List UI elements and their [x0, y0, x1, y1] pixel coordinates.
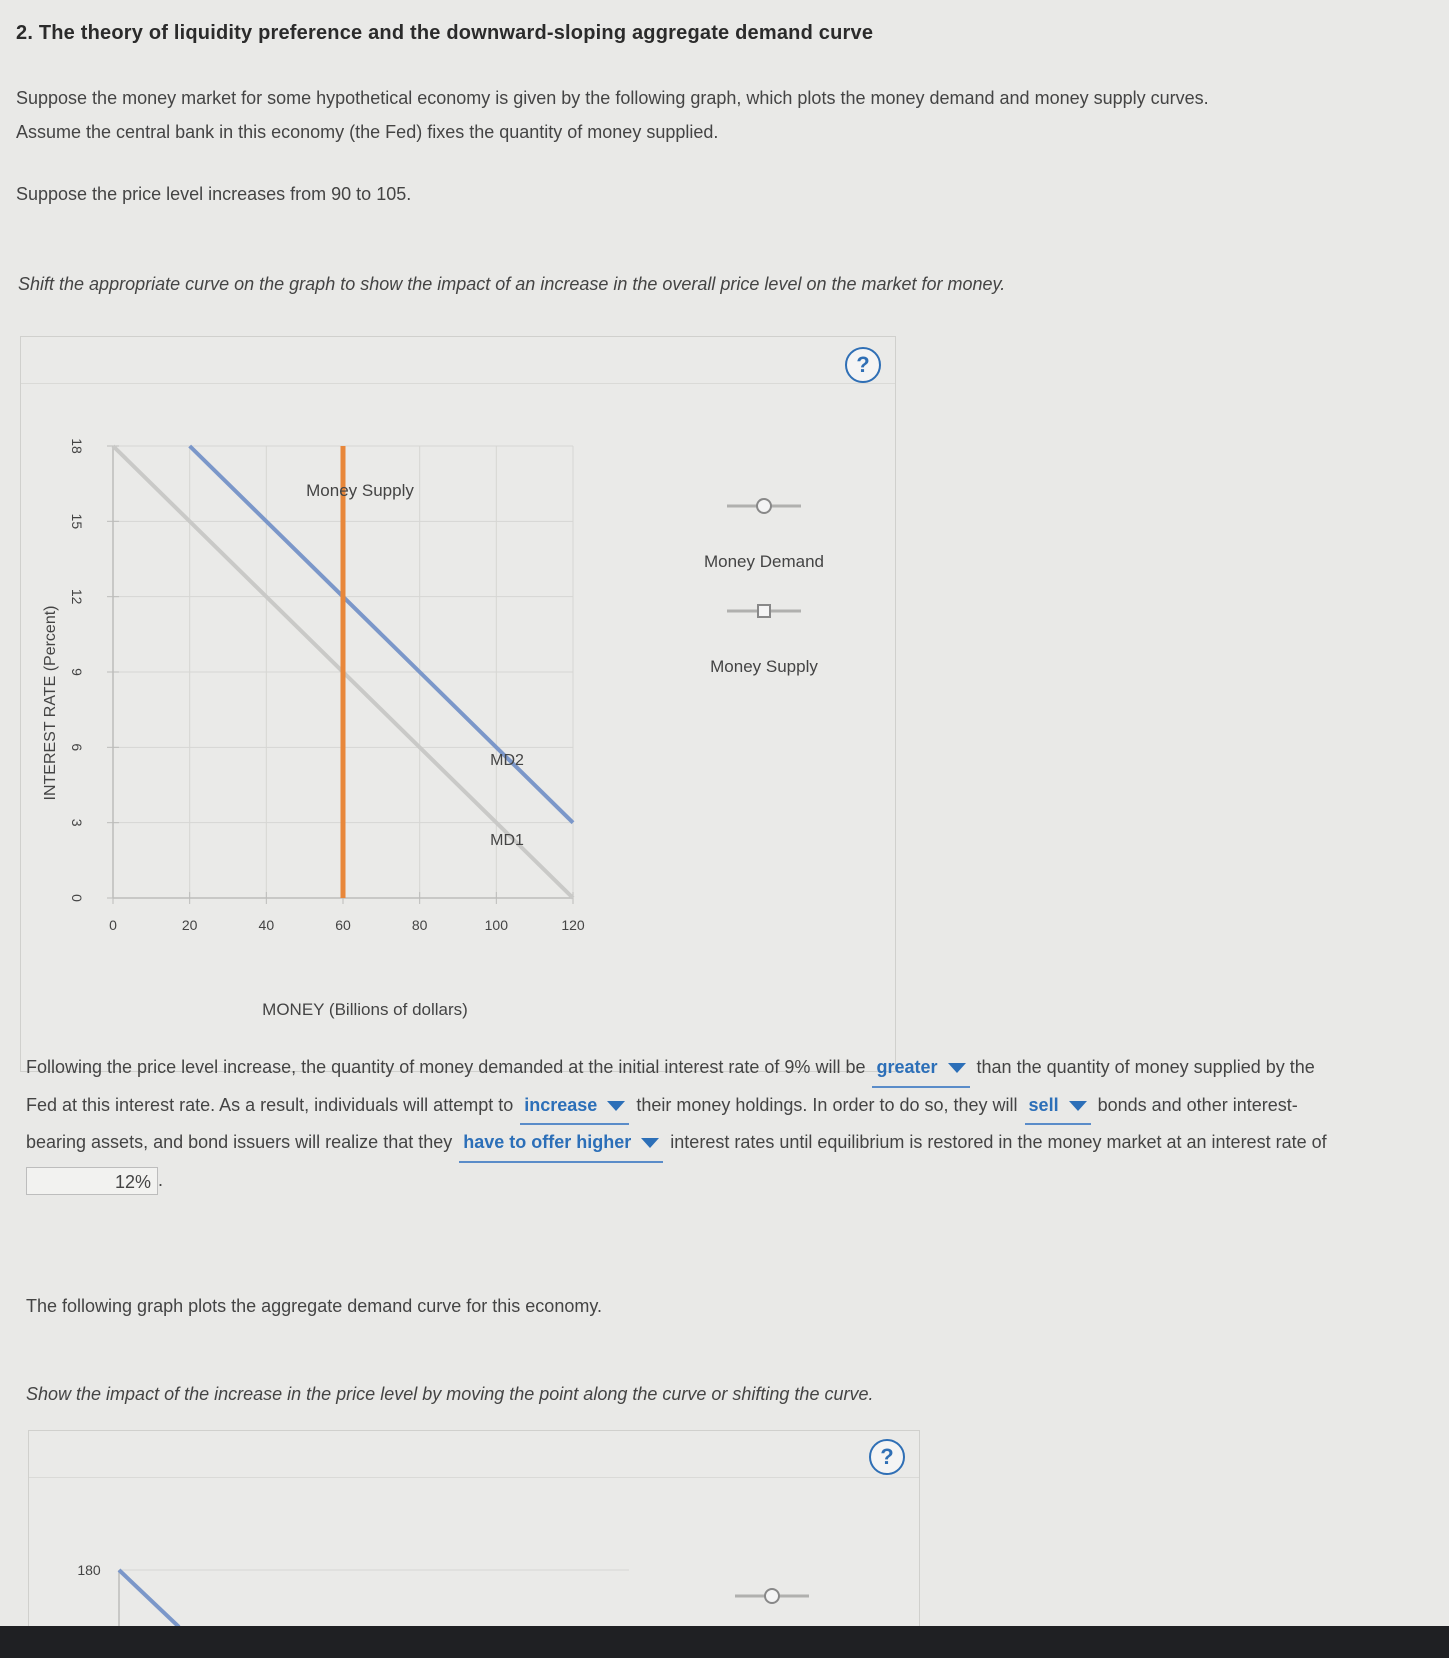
x-tick-label: 120: [561, 917, 585, 933]
md2-label: MD2: [490, 752, 524, 769]
money-market-graph-panel: [20, 336, 896, 1072]
question-title: 2. The theory of liquidity preference and the downward-sloping aggregate demand curve: [16, 22, 874, 44]
ad-curve[interactable]: [119, 1570, 179, 1627]
x-tick-label: 60: [335, 917, 351, 933]
price-change-text: Suppose the price level increases from 90 to 105.: [16, 184, 412, 204]
y-tick-label: 3: [69, 818, 85, 827]
circle-marker-icon: [765, 1589, 779, 1603]
dropdown-arrow-icon: [1069, 1101, 1087, 1111]
dropdown-value: have to offer higher: [463, 1132, 632, 1152]
help-icon[interactable]: ?: [845, 347, 881, 383]
dropdown-interest-offer[interactable]: [459, 1125, 663, 1163]
legend-money-demand-tool[interactable]: [727, 499, 801, 513]
dropdown-arrow-icon: [607, 1101, 625, 1111]
fill-in-paragraph: [26, 1050, 1336, 1197]
y-tick-label: 0: [69, 894, 85, 902]
ad-graph-panel: [28, 1430, 920, 1628]
fill-text-5: interest rates until equilibrium is restored in the money market at an interest rate of: [670, 1132, 1327, 1152]
fill-text-1: Following the price level increase, the quantity of money demanded at the initial interest rate of 9% will be: [26, 1057, 866, 1077]
bottom-bar: [0, 1626, 1449, 1658]
md1-label: MD1: [490, 832, 524, 849]
dropdown-value: sell: [1028, 1094, 1059, 1115]
dropdown-arrow-icon: [641, 1138, 659, 1148]
equilibrium-rate-input[interactable]: 12%: [26, 1167, 158, 1195]
dropdown-money-holdings[interactable]: [520, 1088, 629, 1126]
ad-y-tick-label: 180: [77, 1562, 101, 1578]
dropdown-bond-action[interactable]: [1025, 1088, 1091, 1126]
legend-money-supply-tool[interactable]: [727, 605, 801, 617]
money-market-chart[interactable]: [21, 337, 895, 1071]
square-marker-icon: [758, 605, 770, 617]
x-tick-label: 20: [181, 917, 198, 933]
y-axis-label: INTEREST RATE (Percent): [42, 605, 59, 801]
x-tick-label: 40: [258, 917, 275, 933]
legend-money-supply-label: Money Supply: [710, 657, 818, 676]
dropdown-quantity-comparison[interactable]: [872, 1050, 969, 1088]
y-tick-label: 6: [69, 743, 85, 752]
intro-line-1: Suppose the money market for some hypothetical economy is given by the following graph, which plots the money demand and money supply curves.: [16, 88, 1209, 108]
fill-text-6: .: [158, 1169, 164, 1190]
money-supply-curve-label: Money Supply: [306, 481, 414, 500]
y-tick-label: 9: [69, 668, 85, 676]
y-tick-label: 12: [69, 588, 85, 605]
instruction-shift-curve: Shift the appropriate curve on the graph to show the impact of an increase in the overall price level on the market for money.: [18, 274, 1006, 294]
y-tick-label: 18: [69, 438, 85, 454]
y-tick-label: 15: [69, 513, 85, 530]
x-tick-label: 0: [109, 917, 117, 933]
x-tick-label: 100: [484, 917, 509, 933]
ad-graph-intro: The following graph plots the aggregate demand curve for this economy.: [26, 1296, 602, 1316]
circle-marker-icon: [757, 499, 771, 513]
fill-text-4: bonds and other interest-bearing assets, and bond issuers will realize that they: [26, 1094, 1298, 1152]
intro-line-2: Assume the central bank in this economy (the Fed) fixes the quantity of money supplied.: [16, 122, 719, 142]
ad-instruction: Show the impact of the increase in the price level by moving the point along the curve or shifting the curve.: [26, 1384, 874, 1404]
x-tick-label: 80: [411, 917, 428, 933]
ad-help-icon[interactable]: ?: [869, 1439, 905, 1475]
fill-text-2: than the quantity of money supplied by the Fed at this interest rate. As a result, individuals will attempt to: [26, 1057, 1315, 1115]
dropdown-arrow-icon: [948, 1063, 966, 1073]
x-axis-label: MONEY (Billions of dollars): [262, 1000, 468, 1019]
legend-money-demand-label: Money Demand: [703, 552, 825, 571]
dropdown-value: increase: [524, 1094, 598, 1115]
dropdown-value: greater: [876, 1057, 938, 1077]
fill-text-3: their money holdings. In order to do so, they will: [636, 1094, 1018, 1115]
ad-chart[interactable]: [29, 1431, 919, 1627]
